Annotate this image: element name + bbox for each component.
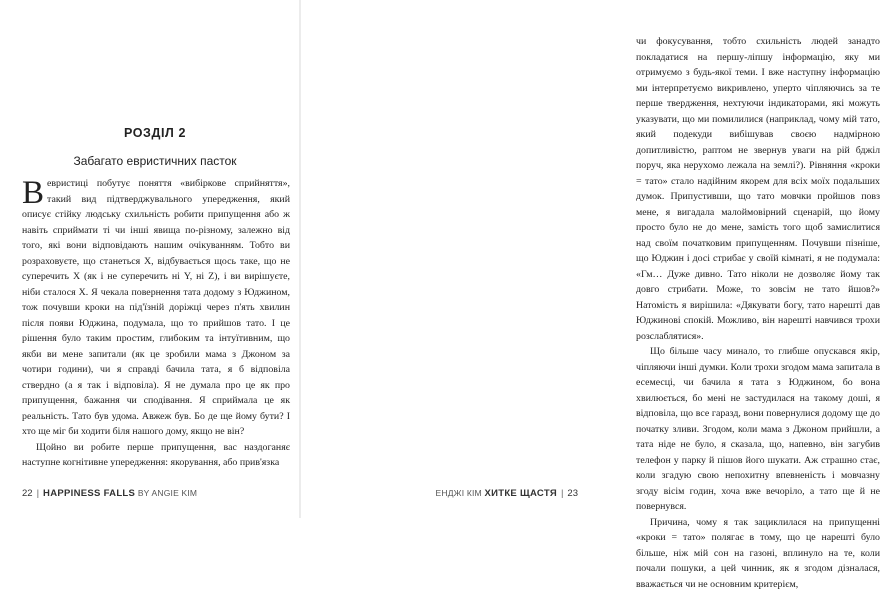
- page-number: 22: [22, 488, 33, 499]
- paragraph: Причина, чому я так зациклилася на припущенні «кроки = тато» полягає в тому, що це нарешті було більше, ніж мій сон на газоні, вплинуло на те, коли почали пошуки, а цей чинник, як я згодом дізналася, вважається чи не основним критерієм,: [636, 515, 880, 592]
- footer-separator: |: [561, 488, 563, 499]
- left-page: [0, 0, 300, 518]
- footer-separator: |: [37, 488, 39, 499]
- right-page-body: [636, 34, 880, 592]
- drop-cap: В: [22, 179, 44, 207]
- running-head-title: ХИТКЕ ЩАСТЯ: [484, 488, 556, 499]
- running-head-byline: BY ANGIE KIM: [138, 488, 197, 498]
- paragraph: [22, 176, 290, 440]
- running-head-author: ЕНДЖІ КІМ: [435, 488, 481, 498]
- paragraph: Що більше часу минало, то глибше опускався якір, чіпляючи інші думки. Коли трохи згодом мама запитала в есемесці, чи бачила я тата з Юджином, бо вона хвилюється, бо мені не застудилася на такому доші, я відповіла, що все гаразд, вони повернулися додому ще до початку зливи. Згодом, коли мама з Джоном прийшли, а тата ніде не було, я сказала, що, напевно, він загубив телефон у парку й пішов його шукати. Аж страшно стає, коли згадую свою непохитну впевненість і мовчазну згоду вісім годин, хоча вже вечоріло, а тато ще й не повернувся.: [636, 344, 880, 515]
- left-page-footer: [22, 488, 197, 499]
- paragraph-text: евристиці побутує поняття «вибіркове сприйняття», такий вид підтверджувального упередження, який описує стійку людську схильність робити припущення або ж навіть сприймати ті чи інші явища по-різному, залежно від того, які вони відповідають нашим очікуванням. Тобто ви розраховуєте, що станеться X, відбувається щось таке, що не суперечить X (як і не суперечить ні Y, ні Z), і ви вирішуєте, ніби сталося X. Я чекала повернення тата додому з Юджином, тож почувши кроки на під'їзній доріжці через п'ять хвилин після появи Юджина, подумала, що то прийшов тато. І це рішення було таким простим, глибоким та інтуїтивним, що якби ви мене запитали (як це зробили мама з Джоном за чотири години), чи я справді бачила тата, я б відповіла ствердно (а я так і відповіла). Я не думала про це як про припущення, бажання чи сподівання. Я сприймала це як реальність. Тато був удома. Авжеж був. Бо де ще йому бути? І хто ще міг би ходити біля нашого дому, якщо не він?: [22, 178, 290, 437]
- right-page-footer: [435, 488, 578, 499]
- paragraph: чи фокусування, тобто схильність людей занадто покладатися на першу-ліпшу інформацію, яку ми отримуємо з будь-якої теми. І вже наступну інформацію ми інтерпретуємо викривлено, уперто чіпляючись за те перше твердження, нехтуючи індикаторами, які можуть указувати, що ми помилилися (наприклад, чому мій тато, який подекуди вибішував своєю надмірною допитливістю, раптом не звернув уваги на рій бджіл поруч, яка нерухомо лежала на землі?). Рівняння «кроки = тато» стало надійним якорем для всіх моїх подальших думок. Припустивши, що тато мовчки пройшов повз мене, я вигадала малоймовірний сценарій, що йому просто було не до мене, замість того щоб замислитися над своїм початковим припущенням. Почувши пізніше, що Юджин і досі стрибає у своїй кімнаті, я не подумала: «Гм… Дуже дивно. Тато ніколи не дозволяє йому так довго стрибати. Може, то зовсім не тато йшов?» Натомість я вирішила: «Дякувати богу, тато нарешті дав Юджинові спокій. Можливо, він нарешті навчився трохи розслаблятися».: [636, 34, 880, 344]
- chapter-number: РОЗДІЛ 2: [20, 126, 290, 140]
- paragraph: Щойно ви робите перше припущення, вас наздоганяє наступне когнітивне упередження: якорування, або прив'язка: [22, 440, 290, 471]
- chapter-heading: [20, 126, 290, 168]
- left-page-body: [22, 176, 290, 471]
- page-number: 23: [567, 488, 578, 499]
- chapter-title: Забагато евристичних пасток: [20, 154, 290, 168]
- running-head-title: HAPPINESS FALLS: [43, 488, 135, 499]
- right-page: [300, 0, 600, 518]
